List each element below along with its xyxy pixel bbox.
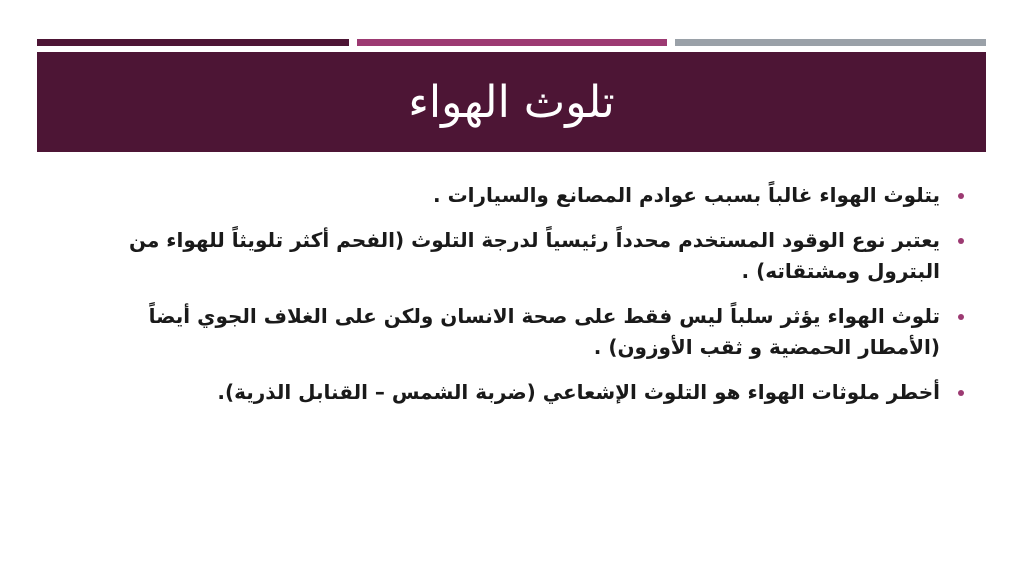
bullet-icon (958, 390, 964, 396)
bullet-text: يعتبر نوع الوقود المستخدم محدداً رئيسياً لدرجة التلوث (الفحم أكثر تلويثاً للهواء من البترول ومشتقاته) . (128, 228, 940, 283)
bullet-text: يتلوث الهواء غالباً بسبب عوادم المصانع والسيارات . (433, 183, 940, 207)
accent-bar-magenta (357, 39, 667, 46)
bullet-text: أخطر ملوثات الهواء هو التلوث الإشعاعي (ضربة الشمس – القنابل الذرية). (217, 380, 940, 404)
bullet-icon (958, 314, 964, 320)
bullet-item (60, 225, 970, 287)
bullet-item (60, 180, 970, 211)
accent-bar-gray (675, 39, 986, 46)
bullet-item (60, 301, 970, 363)
bullet-icon (958, 193, 964, 199)
bullet-text: تلوث الهواء يؤثر سلباً ليس فقط على صحة الانسان ولكن على الغلاف الجوي أيضاً (الأمطار الحمضية و ثقب الأوزون) . (148, 304, 940, 359)
bullet-item (60, 377, 970, 408)
title-band (37, 52, 986, 152)
bullet-list (60, 180, 970, 422)
bullet-icon (958, 238, 964, 244)
slide-title: تلوث الهواء (408, 76, 615, 128)
accent-bar-dark (37, 39, 349, 46)
